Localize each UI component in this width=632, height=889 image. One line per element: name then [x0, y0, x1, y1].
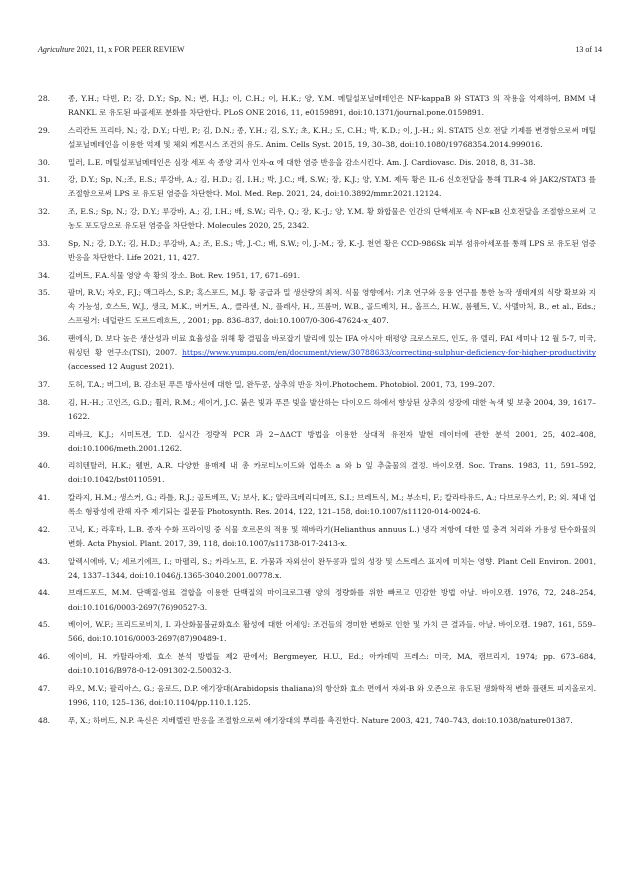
reference-number: 39.	[38, 429, 51, 439]
reference-number: 32.	[38, 207, 51, 217]
reference-text	[68, 618, 596, 646]
reference-text	[68, 286, 596, 328]
reference-item	[36, 332, 596, 374]
page-number: 13 of 14	[575, 45, 602, 54]
reference-number: 30.	[38, 157, 51, 167]
reference-item	[36, 92, 596, 120]
reference-item	[36, 618, 596, 646]
reference-text	[68, 92, 596, 120]
reference-text	[68, 682, 596, 710]
reference-item	[36, 714, 596, 728]
reference-body: 고닉, K.; 라후타, L.B. 종자 수화 프라이밍 중 식물 호르몬의 적용 및 해바라기(Helianthus annuus L.) 냉각 저항에 대한 열 충격 처리와 가용성 탄수화물의 변화. Acta Physiol. Plant. 2017, 39, 118, doi:10.1007/s11738-017-2413-x.	[68, 524, 596, 548]
reference-body: 밀러, L.E. 메틸설포닐메테인은 심장 세포 속 종양 괴사 인자-α 에 대한 염증 반응을 감소시킨다. Am. J. Cardiovasc. Dis. 2018, 8, 31–38.	[68, 157, 536, 167]
reference-number: 47.	[38, 683, 51, 693]
reference-item	[36, 156, 596, 170]
reference-item	[36, 459, 596, 487]
reference-body: Sp, N.; 강, D.Y.; 김, H.D.; 루강바, A.; 조, E.S.; 박, J.-C.; 배, S.W.; 이, J.-M.; 장, K.-J. 천연 황은 CCD-986Sk 피부 섬유아세포를 통해 LPS 로 유도된 염증 반응을 차단한다. Life 2021, 11, 427.	[68, 238, 596, 262]
reference-item	[36, 378, 596, 392]
reference-text	[68, 428, 596, 456]
reference-text	[68, 124, 596, 152]
reference-number: 44.	[38, 588, 51, 598]
reference-number: 37.	[38, 380, 51, 390]
reference-body: 길버트, F.A.식물 영양 속 황의 장소. Bot. Rev. 1951, 17, 671–691.	[68, 270, 301, 280]
reference-item	[36, 682, 596, 710]
reference-list	[36, 92, 596, 731]
reference-body: 알렉시에바, V.; 세르기에프, I.; 마펠리, S.; 카라노프, E. 가뭄과 자외선이 완두콩과 밀의 성장 및 스트레스 표지에 미치는 영향. Plant Cell Environ. 2001, 24, 1337–1344, doi:10.1046/j.1365-3040.2001.00778.x.	[68, 556, 596, 580]
reference-number: 34.	[38, 270, 51, 280]
reference-accessed-note: (accessed 12 August 2021).	[68, 362, 175, 372]
reference-body: 푸, X.; 하버드, N.P. 옥신은 지베렐린 반응을 조절함으로써 애기장대의 뿌리를 촉진한다. Nature 2003, 421, 740–743, doi:10.1038/nature01387.	[68, 715, 573, 725]
reference-body: 베이어, W.F.; 프리드로비치, I. 과산화물불균화효소 활성에 대한 어세잉: 조건들의 경미한 변화로 인한 및 가치 큰 결과들. 아날. 바이오캠. 1987, 161, 559–566, doi:10.1016/0003-2697(87)90489-1.	[68, 620, 596, 644]
reference-item	[36, 523, 596, 551]
reference-body: 김, H.-H.; 고인즈, G.D.; 휠러, R.M.; 세이거, J.C. 붉은 빛과 푸른 빛을 발산하는 다이오드 하에서 향상된 상추의 성장에 대한 녹색 빛 보충 2004, 39, 1617–1622.	[68, 397, 596, 421]
reference-body: 조, E.S.; Sp, N.; 강, D.Y.; 루강바, A.; 김, I.H.; 배, S.W.; 리우, Q.; 장, K.-J.; 양, Y.M. 황 화합물은 인간의 단핵세포 속 NF-κB 신호전달을 조절함으로써 고농도 포도당으로 유도된 염증을 차단한다. Molecules 2020, 25, 2342.	[68, 207, 596, 231]
reference-body: 리히텐탈러, H.K.; 웰번, A.R. 다양한 용매제 내 총 카로티노이드와 엽록소 a 와 b 잎 추출물의 결정. 바이오캠. Soc. Trans. 1983, 11, 591–592, doi:10.1042/bst0110591.	[68, 461, 596, 485]
reference-number: 28.	[38, 94, 51, 103]
reference-number: 33.	[38, 238, 51, 248]
reference-text	[68, 205, 596, 233]
reference-body: 팔머, R.V.; 자오, F.J.; 맥그라스, S.P.; 혹스포드, M.J. 황 공급과 밀 생산량의 최적. 식물 영향에서: 기초 연구와 응용 연구를 통한 농작 생태계의 식량 확보와 지속 가능성, 호스트, W.J., 생크, M.K., 버커트, A., 클라센, N., 플레사, H., 프롬머, W.B., 골드베치, H., 올프스, H.W., 롬웰트, V., 사멜마처, B., et al., Eds.; 스프링거: 네덜란드 도르드레흐트, , 2001; pp. 836–837, doi:10.1007/0-306-47624-x_407.	[68, 288, 596, 326]
reference-body: 에이비, H. 카탈라아제. 효소 분석 방법들 제2 판에서; Bergmeyer, H.U., Ed.; 아카데믹 프레스: 미국, MA, 캠브리지, 1974; pp. 673–684, doi:10.1016/B978-0-12-091302-2.50032-3.	[68, 652, 596, 676]
reference-body: 라오, M.V.; 팔리아스, G.; 옴로드, D.P. 애기장대(Arabidopsis thaliana)의 항산화 효소 면에서 자외-B 와 오존으로 유도된 생화학적 변화 플랜트 피지올로지. 1996, 110, 125–136, doi:10.1104/pp.110.1.125.	[68, 683, 596, 707]
reference-number: 31.	[38, 175, 51, 185]
reference-body: 칼라지, H.M.; 생스커, G.; 라틀, R.J.; 골트베프, V.; 보사, K.; 알라크베리디메프, S.I.; 브레트식, M.; 부소티, F.; 칼라타유드, A.; 다브로우스키, P.; 외. 체내 엽록소 형광성에 관해 자주 제기되는 질문들 Photosynth. Res. 2014, 122, 121–158, doi:10.1007/s11120-014-0024-6.	[68, 493, 596, 517]
reference-body: 강, D.Y.; Sp, N.;조, E.S.; 루강바, A.; 김, H.D.; 김, I.H.; 박, J.C.; 배, S.W.; 장, K.J.; 양, Y.M. 제독 황은 IL-6 신호전달을 통해 TLR-4 와 JAK2/STAT3 를 조절함으로써 LPS 로 유도된 염증을 차단한다. Mol. Med. Rep. 2021, 24, doi:10.3892/mmr.2021.12124.	[68, 175, 596, 199]
reference-item	[36, 237, 596, 265]
reference-number: 36.	[38, 334, 51, 344]
reference-number: 46.	[38, 652, 51, 662]
reference-url-link[interactable]: https://www.yumpu.com/en/document/view/30788633/correcting-sulphur-deficiency-for-higher-productivity	[182, 348, 596, 358]
reference-item	[36, 286, 596, 328]
reference-text	[68, 650, 596, 678]
reference-body: 브래드포드, M.M. 단백질-염료 결합을 이용한 단백질의 마이크로그램 양의 정량화를 위한 빠르고 민감한 방법 아날. 바이오캠. 1976, 72, 248–254, doi:10.1016/0003-2697(76)90527-3.	[68, 588, 596, 612]
reference-number: 48.	[38, 715, 51, 725]
reference-body: 종, Y.H.; 다빈, P.; 강, D.Y.; Sp, N.; 변, H.J.; 이, C.H.; 이, H.K.; 양, Y.M. 메틸설포닐메테인은 NF-kappaB 와 STAT3 의 작용을 억제하여, BMM 내 RANKL 로 유도된 파골세포 분화를 차단한다. PLoS ONE 2016, 11, e0159891, doi:10.1371/journal.pone.0159891.	[68, 94, 596, 118]
reference-item	[36, 491, 596, 519]
reference-number: 45.	[38, 620, 51, 630]
reference-number: 29.	[38, 125, 51, 135]
reference-text	[68, 396, 596, 424]
reference-text	[68, 459, 596, 487]
reference-number: 40.	[38, 461, 51, 471]
journal-citation: Agriculture 2021, 11, x FOR PEER REVIEW	[38, 45, 185, 54]
reference-item	[36, 269, 596, 283]
reference-body: 도허, T.A.; 버그비, B. 감소된 푸른 방사선에 대한 밀, 완두콩, 상추의 반응 차이.Photochem. Photobiol. 2001, 73, 199–207.	[68, 380, 495, 390]
reference-body: 팬에식, D. 보다 높은 생산성과 비료 효율성을 위해 황 결핍을 바로잡기 발리에 있는 IFA 아시아 태평양 크로스로드, 인도, 유 델리, FAI 세미나 12 월 5-7, 미국, 워싱턴 황 연구소(TSI), 2007.	[68, 334, 596, 358]
reference-item	[36, 124, 596, 152]
reference-item	[36, 555, 596, 583]
reference-text	[68, 491, 596, 519]
reference-body: 리바크, K.J.; 시미트겐, T.D. 실시간 정량적 PCR 과 2−ΔΔCT 방법을 이용한 상대적 유전자 발현 데이터에 관한 분석 2001, 25, 402–408, doi:10.1006/meth.2001.1262.	[68, 429, 596, 453]
reference-text	[68, 156, 596, 170]
reference-body: 스리칸트 프리타, N.; 강, D.Y.; 다빈, P.; 김, D.N.; 종, Y.H.; 김, S.Y.; 초, K.H.; 도, C.H.; 박, K.D.; 이, J.-H.; 외. STAT5 신호 전달 기제를 변경함으로써 메틸설포닐메테인을 이용한 억제 및 체외 케톤시스 조건의 유도. Anim. Cells Syst. 2015, 19, 30–38, doi:10.1080/19768354.2014.999016.	[68, 125, 596, 149]
reference-number: 38.	[38, 397, 51, 407]
reference-number: 41.	[38, 493, 51, 503]
reference-item	[36, 205, 596, 233]
page-header	[38, 45, 602, 59]
reference-text	[68, 237, 596, 265]
reference-text	[68, 173, 596, 201]
reference-item	[36, 586, 596, 614]
reference-item	[36, 173, 596, 201]
reference-number: 35.	[38, 288, 51, 298]
reference-text	[68, 378, 596, 392]
reference-text	[68, 555, 596, 583]
reference-item	[36, 428, 596, 456]
reference-text	[68, 332, 596, 374]
reference-item	[36, 650, 596, 678]
reference-text	[68, 586, 596, 614]
reference-text	[68, 269, 596, 283]
reference-item	[36, 396, 596, 424]
reference-text	[68, 523, 596, 551]
reference-number: 43.	[38, 556, 51, 566]
reference-number: 42.	[38, 524, 51, 534]
reference-text	[68, 714, 596, 728]
